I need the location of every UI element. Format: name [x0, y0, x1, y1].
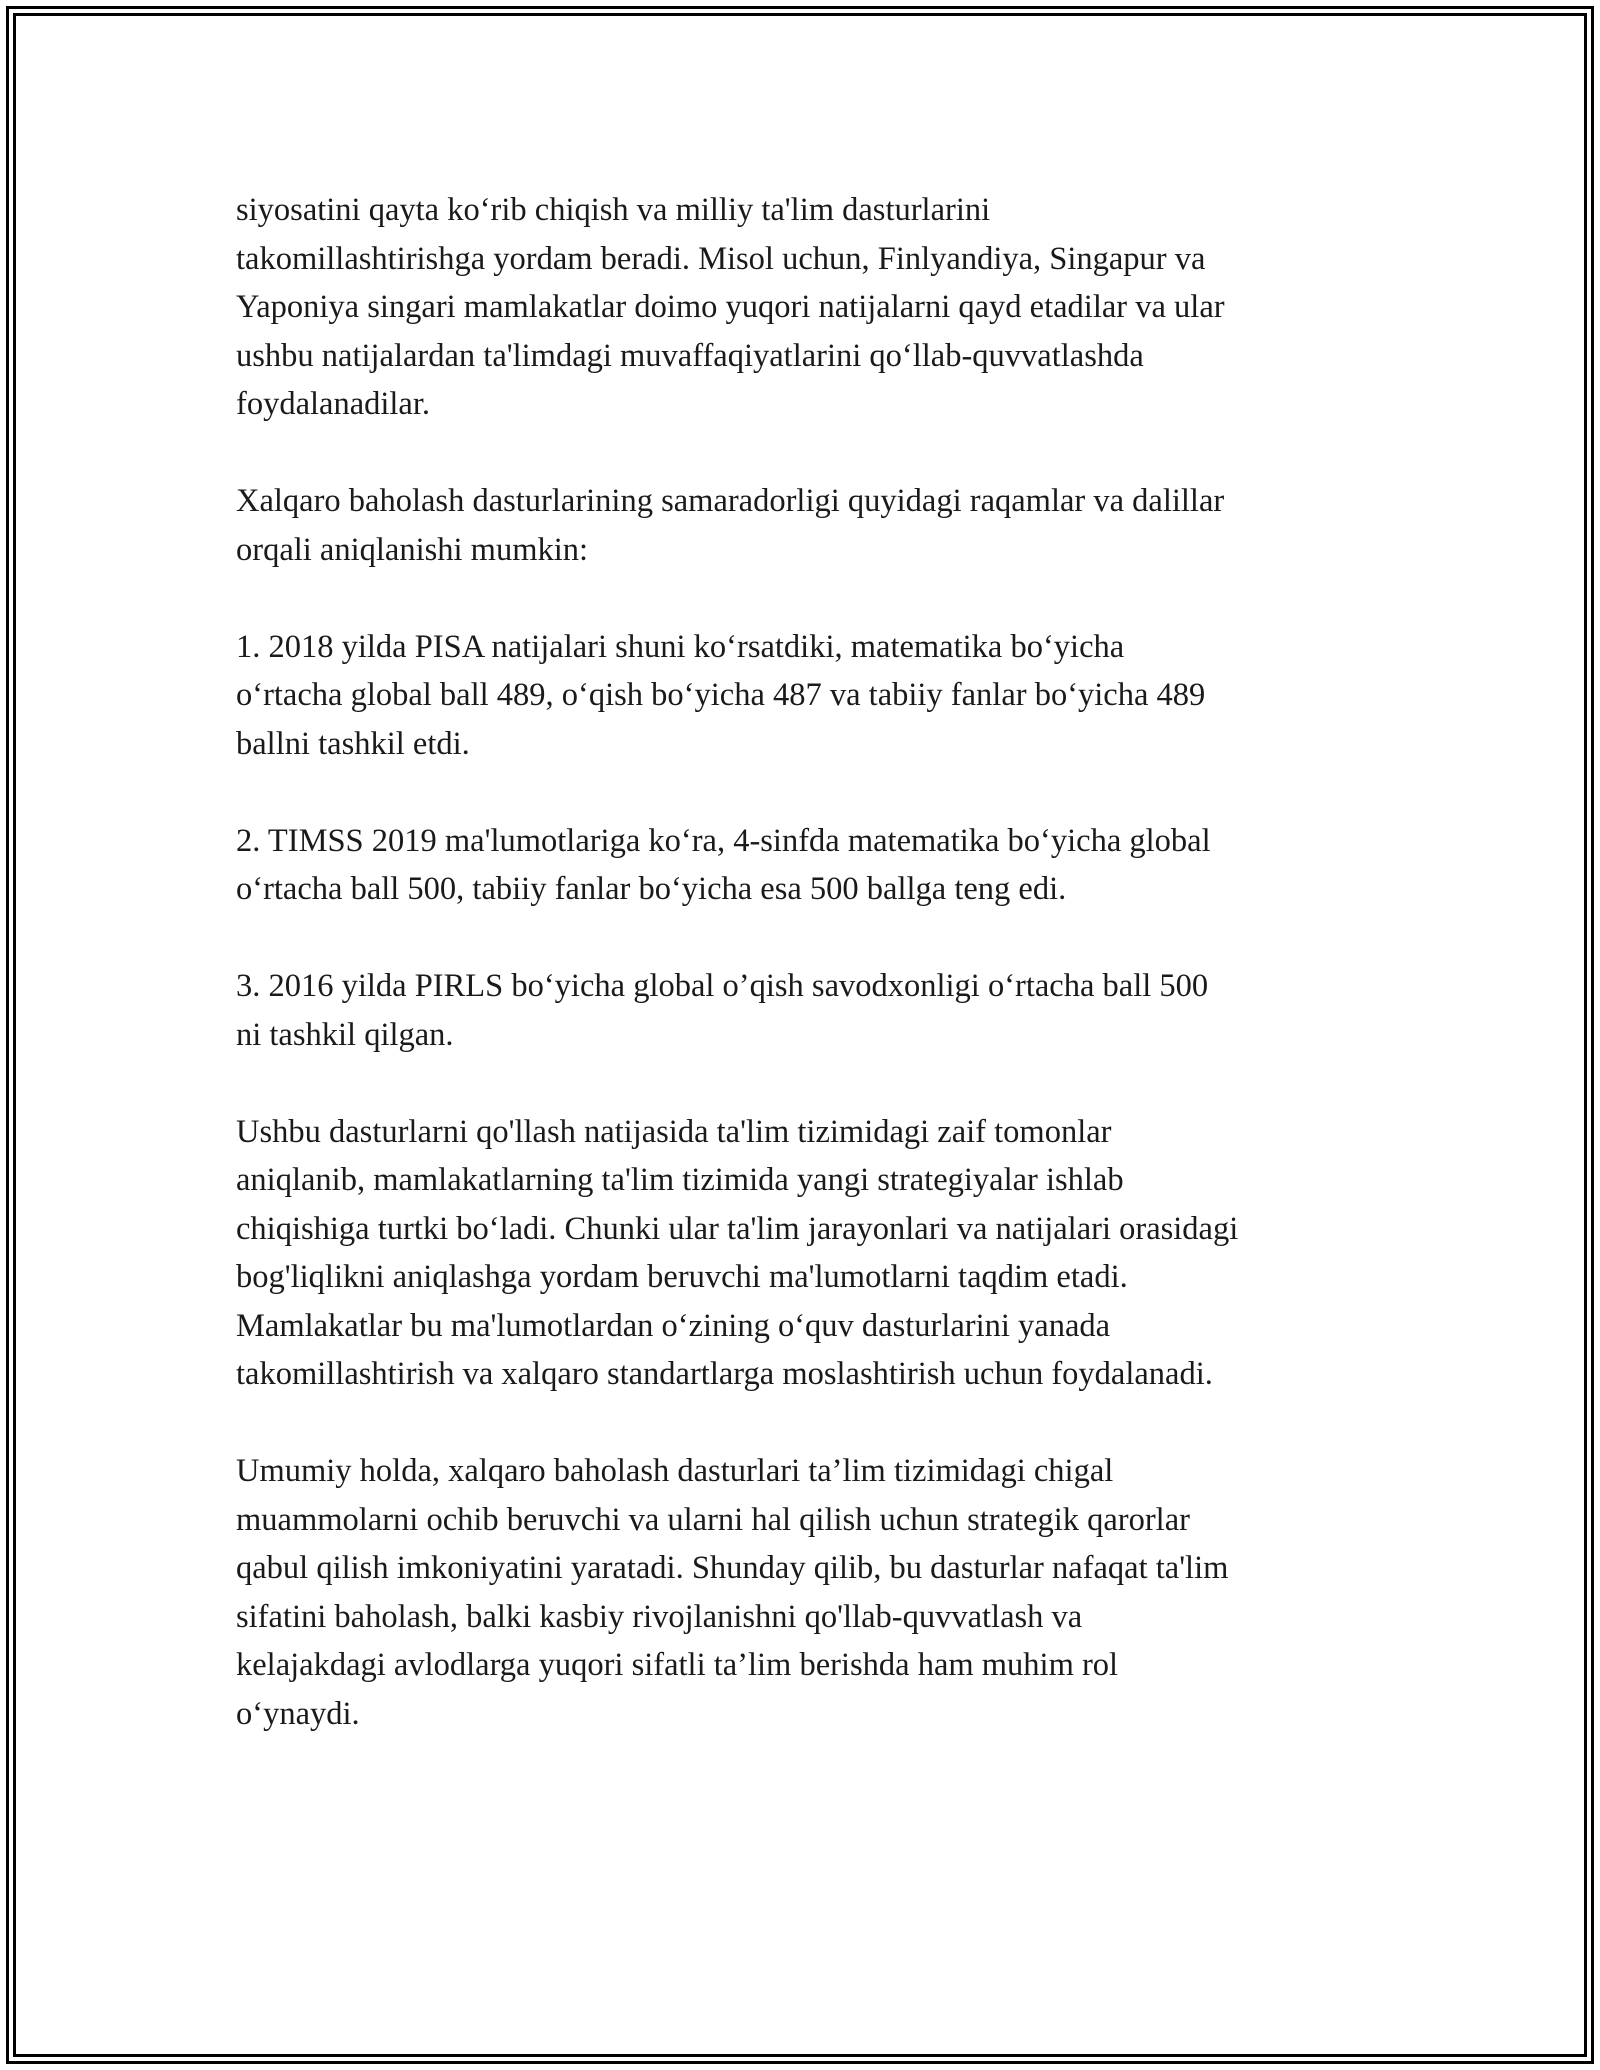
- list-item-timss: 2. TIMSS 2019 ma'lumotlariga ko‘ra, 4-sinfda matematika bo‘yicha global o‘rtacha ball 500, tabiiy fanlar bo‘yicha esa 500 ballga teng edi.: [236, 822, 1211, 907]
- paragraph-intro-continued: siyosatini qayta ko‘rib chiqish va milliy ta'lim dasturlarini takomillashtirishga yordam beradi. Misol uchun, Finlyandiya, Singapur va Yaponiya singari mamlakatlar doimo yuqori natijalarni qayd etadilar va ular ushbu natijalardan ta'limdagi muvaffaqiyatlarini qo‘llab-quvvatlashda foydalanadilar.: [236, 192, 1225, 422]
- list-item-pirls: 3. 2016 yilda PIRLS bo‘yicha global o’qish savodxonligi o‘rtacha ball 500 ni tashkil qilgan.: [236, 968, 1209, 1053]
- paragraph-application-results: Ushbu dasturlarni qo'llash natijasida ta'lim tizimidagi zaif tomonlar aniqlanib, mamlakatlarning ta'lim tizimida yangi strategiyalar ishlab chiqishiga turtki bo‘ladi. Chunki ular ta'lim jarayonlari va natijalari orasidagi bog'liqlikni aniqlashga yordam beruvchi ma'lumotlarni taqdim etadi. Mamlakatlar bu ma'lumotlardan o‘zining o‘quv dasturlarini yanada takomillashtirish va xalqaro standartlarga moslashtirish uchun foydalanadi.: [236, 1113, 1239, 1392]
- document-body: [236, 186, 1396, 1787]
- list-item-pisa: 1. 2018 yilda PISA natijalari shuni ko‘rsatdiki, matematika bo‘yicha o‘rtacha global ball 489, o‘qish bo‘yicha 487 va tabiiy fanlar bo‘yicha 489 ballni tashkil etdi.: [236, 628, 1206, 762]
- paragraph-effectiveness-lead: Xalqaro baholash dasturlarining samaradorligi quyidagi raqamlar va dalillar orqali aniqlanishi mumkin:: [236, 483, 1225, 568]
- paragraph-conclusion: Umumiy holda, xalqaro baholash dasturlari ta’lim tizimidagi chigal muammolarni ochib beruvchi va ularni hal qilish uchun strategik qarorlar qabul qilish imkoniyatini yaratadi. Shunday qilib, bu dasturlar nafaqat ta'lim sifatini baholash, balki kasbiy rivojlanishni qo'llab-quvvatlash va kelajakdagi avlodlarga yuqori sifatli ta’lim berishda ham muhim rol o‘ynaydi.: [236, 1453, 1229, 1732]
